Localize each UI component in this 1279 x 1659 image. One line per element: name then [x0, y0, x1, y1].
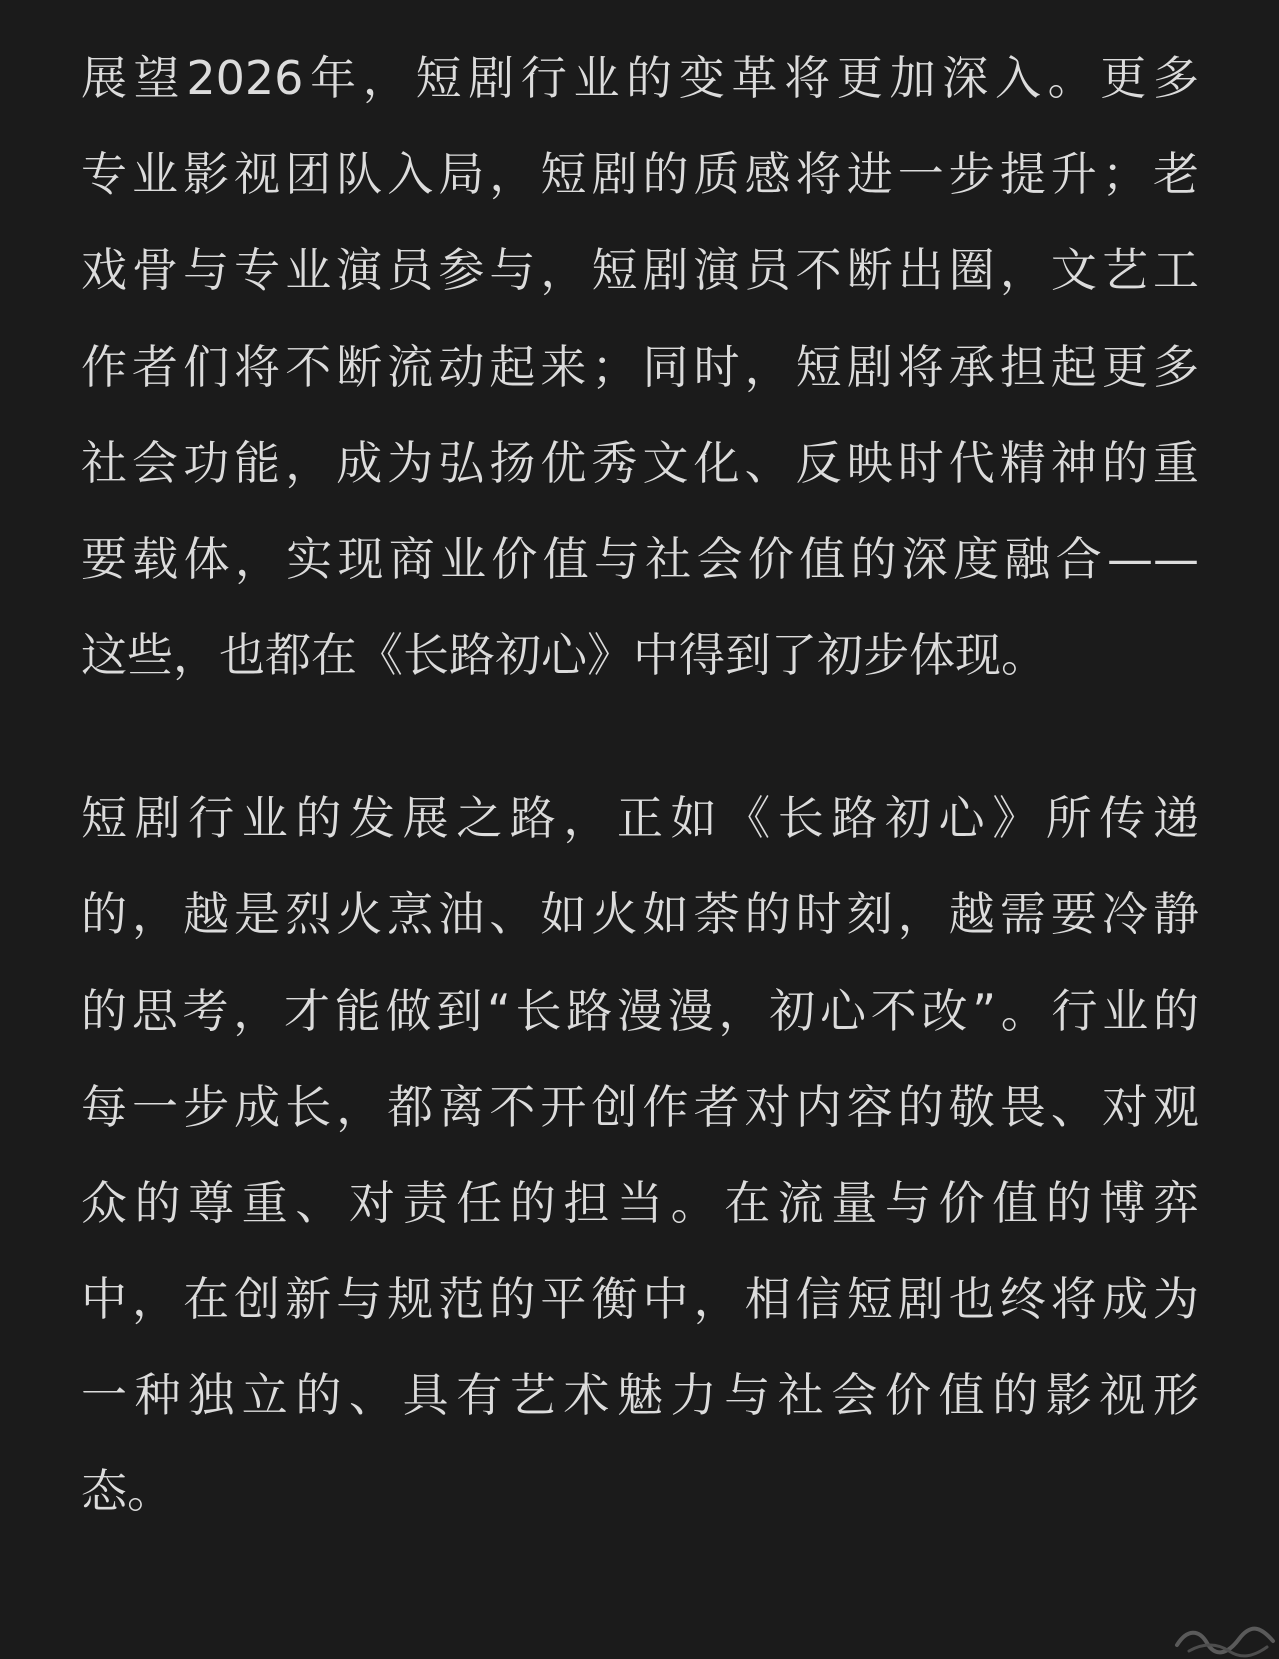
paragraph-line: 短剧行业的发展之路，正如《长路初心》所传递 [81, 791, 1199, 845]
paragraph-line: 这些，也都在《长路初心》中得到了初步体现。 [81, 628, 1047, 682]
paragraph-line: 众的尊重、对责任的担当。在流量与价值的博弈 [81, 1176, 1199, 1230]
paragraph-line: 展望2026年，短剧行业的变革将更加深入。更多 [81, 51, 1199, 105]
paragraph-line: 要载体，实现商业价值与社会价值的深度融合—— [81, 532, 1199, 586]
paragraph-line: 专业影视团队入局，短剧的质感将进一步提升；老 [81, 147, 1199, 201]
paragraph-line: 的思考，才能做到“长路漫漫，初心不改”。行业的 [81, 984, 1199, 1038]
paragraph-line: 作者们将不断流动起来；同时，短剧将承担起更多 [81, 340, 1199, 394]
paragraph-line: 中，在创新与规范的平衡中，相信短剧也终将成为 [81, 1272, 1199, 1326]
paragraph-line: 一种独立的、具有艺术魅力与社会价值的影视形 [81, 1368, 1199, 1422]
paragraph-line: 戏骨与专业演员参与，短剧演员不断出圈，文艺工 [81, 243, 1199, 297]
paragraph-line: 每一步成长，都离不开创作者对内容的敬畏、对观 [81, 1080, 1199, 1134]
watermark [1169, 1617, 1279, 1659]
paragraph-line: 社会功能，成为弘扬优秀文化、反映时代精神的重 [81, 436, 1199, 490]
paragraph-line: 态。 [81, 1464, 173, 1518]
paragraph-line: 的，越是烈火烹油、如火如荼的时刻，越需要冷静 [81, 887, 1199, 941]
